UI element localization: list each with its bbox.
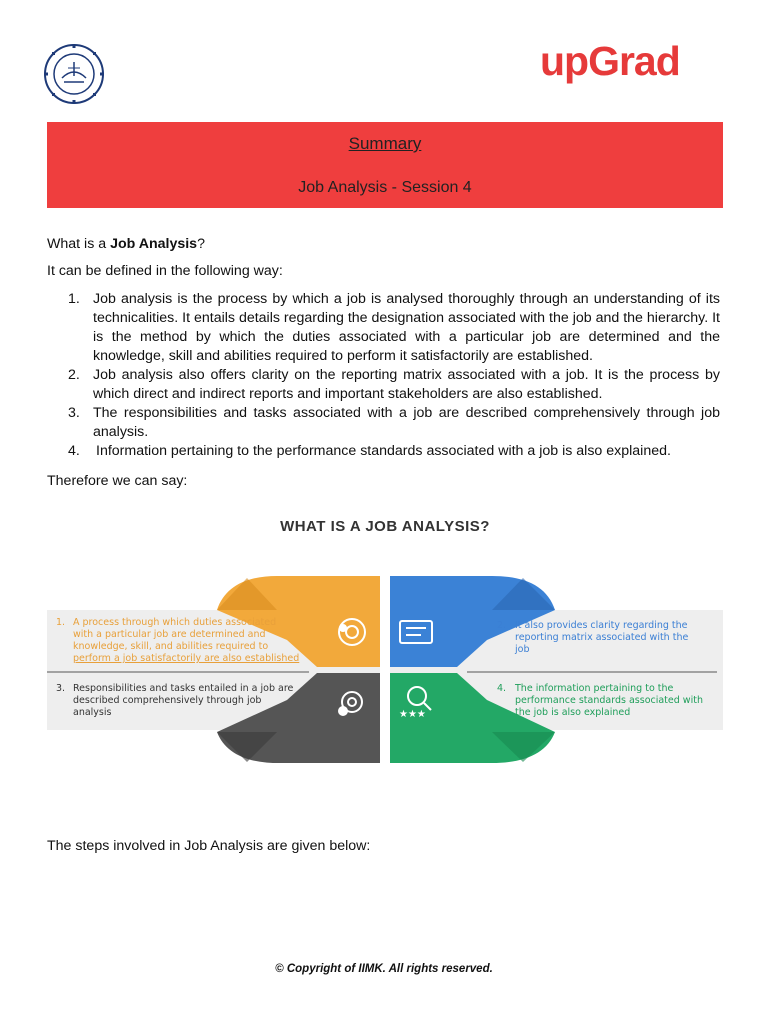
question-suffix: ? bbox=[197, 236, 205, 252]
list-number: 2. bbox=[68, 367, 80, 383]
svg-text:★★★: ★★★ bbox=[399, 709, 426, 720]
banner-subtitle: Job Analysis - Session 4 bbox=[298, 179, 472, 196]
list-text: Job analysis is the process by which a job is analysed thoroughly through an understanding of its technicalities. It entails details regarding the designation associated with the job and the hierarchy. It is the method by which the duties associated with a particular job are determined and the knowledge, skill and abilities required to perform it satisfactorily are established. bbox=[93, 291, 720, 364]
steps-intro-text: The steps involved in Job Analysis are given below: bbox=[47, 838, 371, 854]
definition-list bbox=[68, 290, 720, 461]
quadrant-line: reporting matrix associated with the bbox=[515, 632, 689, 643]
upgrad-logo: upGrad bbox=[540, 38, 680, 84]
quadrant-num-3: 3. bbox=[56, 683, 66, 694]
copyright-footer: © Copyright of IIMK. All rights reserved. bbox=[275, 963, 493, 975]
quadrant-line: A process through which duties associated bbox=[73, 617, 277, 628]
list-item bbox=[68, 366, 720, 404]
question-line bbox=[47, 235, 205, 254]
list-item bbox=[68, 290, 720, 366]
list-number: 1. bbox=[68, 291, 80, 307]
quadrant-text-1 bbox=[56, 617, 316, 665]
list-text: The responsibilities and tasks associated with a job are described comprehensively through job analysis. bbox=[93, 405, 720, 440]
quadrant-line: described comprehensively through job bbox=[73, 695, 262, 706]
conclusion-text: Therefore we can say: bbox=[47, 473, 188, 489]
quadrant-num-2: 2. bbox=[497, 620, 507, 631]
quadrant-line: Responsibilities and tasks entailed in a job are bbox=[73, 683, 294, 694]
quadrant-line: knowledge, skill, and abilities required to bbox=[73, 641, 269, 652]
quadrant-line: job bbox=[515, 644, 530, 655]
list-item bbox=[68, 442, 720, 461]
quadrant-line: analysis bbox=[73, 707, 112, 718]
quadrant-text-3 bbox=[56, 683, 316, 719]
list-number: 4. bbox=[68, 443, 80, 459]
quadrant-num-1: 1. bbox=[56, 617, 66, 628]
question-bold: Job Analysis bbox=[110, 236, 198, 252]
intro-text: It can be defined in the following way: bbox=[47, 263, 283, 279]
iimk-logo bbox=[42, 42, 106, 106]
quadrant-line: performance standards associated with bbox=[515, 695, 703, 706]
quadrant-line: It also provides clarity regarding the bbox=[515, 620, 688, 631]
quadrant-line: The information pertaining to the bbox=[515, 683, 674, 694]
banner-title: Summary bbox=[348, 134, 422, 153]
title-banner bbox=[47, 122, 723, 208]
quadrant-line: perform a job satisfactorily are also established bbox=[73, 653, 300, 664]
quadrant-line: the job is also explained bbox=[515, 707, 631, 718]
list-item bbox=[68, 404, 720, 442]
infographic-title: WHAT IS A JOB ANALYSIS? bbox=[280, 518, 490, 535]
quadrant-line: with a particular job are determined and bbox=[73, 629, 266, 640]
job-analysis-infographic bbox=[47, 510, 723, 770]
list-number: 3. bbox=[68, 405, 80, 421]
question-prefix: What is a bbox=[47, 236, 111, 252]
quadrant-text-2 bbox=[497, 620, 723, 656]
list-text: Job analysis also offers clarity on the reporting matrix associated with a job. It is the process by which direct and indirect reports and important stakeholders are also established. bbox=[93, 367, 720, 402]
list-text: Information pertaining to the performance standards associated with a job is also explained. bbox=[96, 443, 671, 459]
quadrant-num-4: 4. bbox=[497, 683, 507, 694]
quadrant-text-4 bbox=[497, 683, 723, 719]
